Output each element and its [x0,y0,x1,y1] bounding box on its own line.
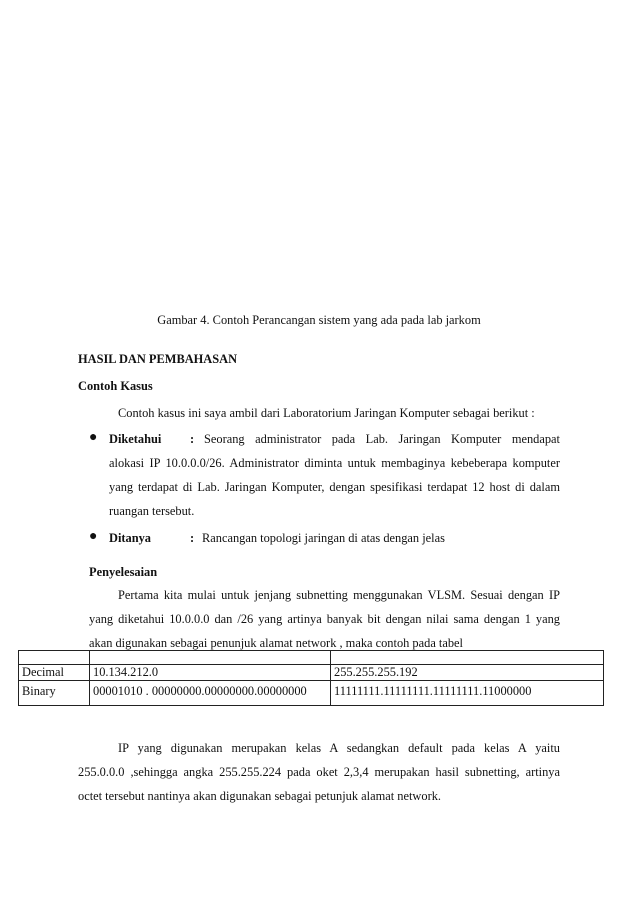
closing-line-3: octet tersebut nantinya akan digunakan sebagai petunjuk alamat network. [78,789,441,803]
subheading-case: Contoh Kasus [78,379,153,393]
closing-line-2: 255.0.0.0 ,sehingga angka 255.255.224 pada oket 2,3,4 merupakan hasil subnetting, artinya [78,765,560,779]
subheading-solution: Penyelesaian [89,565,158,579]
table-row [19,651,604,665]
table-cell: 10.134.212.0 [90,665,331,681]
closing-line-1: IP yang digunakan merupakan kelas A sedangkan default pada kelas A yaitu [118,741,560,755]
table-cell: Binary [19,681,90,706]
bullet-known-line-3: yang terdapat di Lab. Jaringan Komputer, dengan spesifikasi terdapat 12 host di dalam [109,480,560,494]
bullet-known-line-1: Seorang administrator pada Lab. Jaringan Komputer mendapat [204,432,560,446]
bullet-known-label: Diketahui [109,432,162,446]
table-row [19,681,604,706]
solution-line-1: Pertama kita mulai untuk jenjang subnetting menggunakan VLSM. Sesuai dengan IP [118,588,560,602]
table-cell: 00001010 . 00000000.00000000.00000000 [90,681,331,706]
section-heading: HASIL DAN PEMBAHASAN [78,352,238,366]
bullet-known-line-2: alokasi IP 10.0.0.0/26. Administrator diminta untuk membaginya kebeberapa komputer [109,456,560,470]
bullet-asked-line-1: Rancangan topologi jaringan di atas dengan jelas [202,531,445,545]
table-cell [90,651,331,665]
table-cell [19,651,90,665]
table-cell [331,651,604,665]
solution-line-2: yang diketahui 10.0.0.0 dan /26 yang artinya banyak bit dengan nilai sama dengan 1 yang [89,612,560,626]
bullet-dot-icon: ● [89,430,98,445]
table-row [19,665,604,681]
bullet-asked-label: Ditanya [109,531,151,545]
solution-line-3: akan digunakan sebagai penunjuk alamat network , maka contoh pada tabel [89,636,463,650]
bullet-known-line-4: ruangan tersebut. [109,504,195,518]
bullet-known-colon: : [190,432,195,446]
case-intro: Contoh kasus ini saya ambil dari Laboratorium Jaringan Komputer sebagai berikut : [118,406,535,420]
subnet-table [18,650,604,706]
table-cell: Decimal [19,665,90,681]
figure-caption: Gambar 4. Contoh Perancangan sistem yang ada pada lab jarkom [157,313,481,327]
bullet-dot-icon: ● [89,529,98,544]
bullet-asked-colon: : [190,531,195,545]
table-cell: 255.255.255.192 [331,665,604,681]
table-cell: 11111111.11111111.11111111.11000000 [331,681,604,706]
